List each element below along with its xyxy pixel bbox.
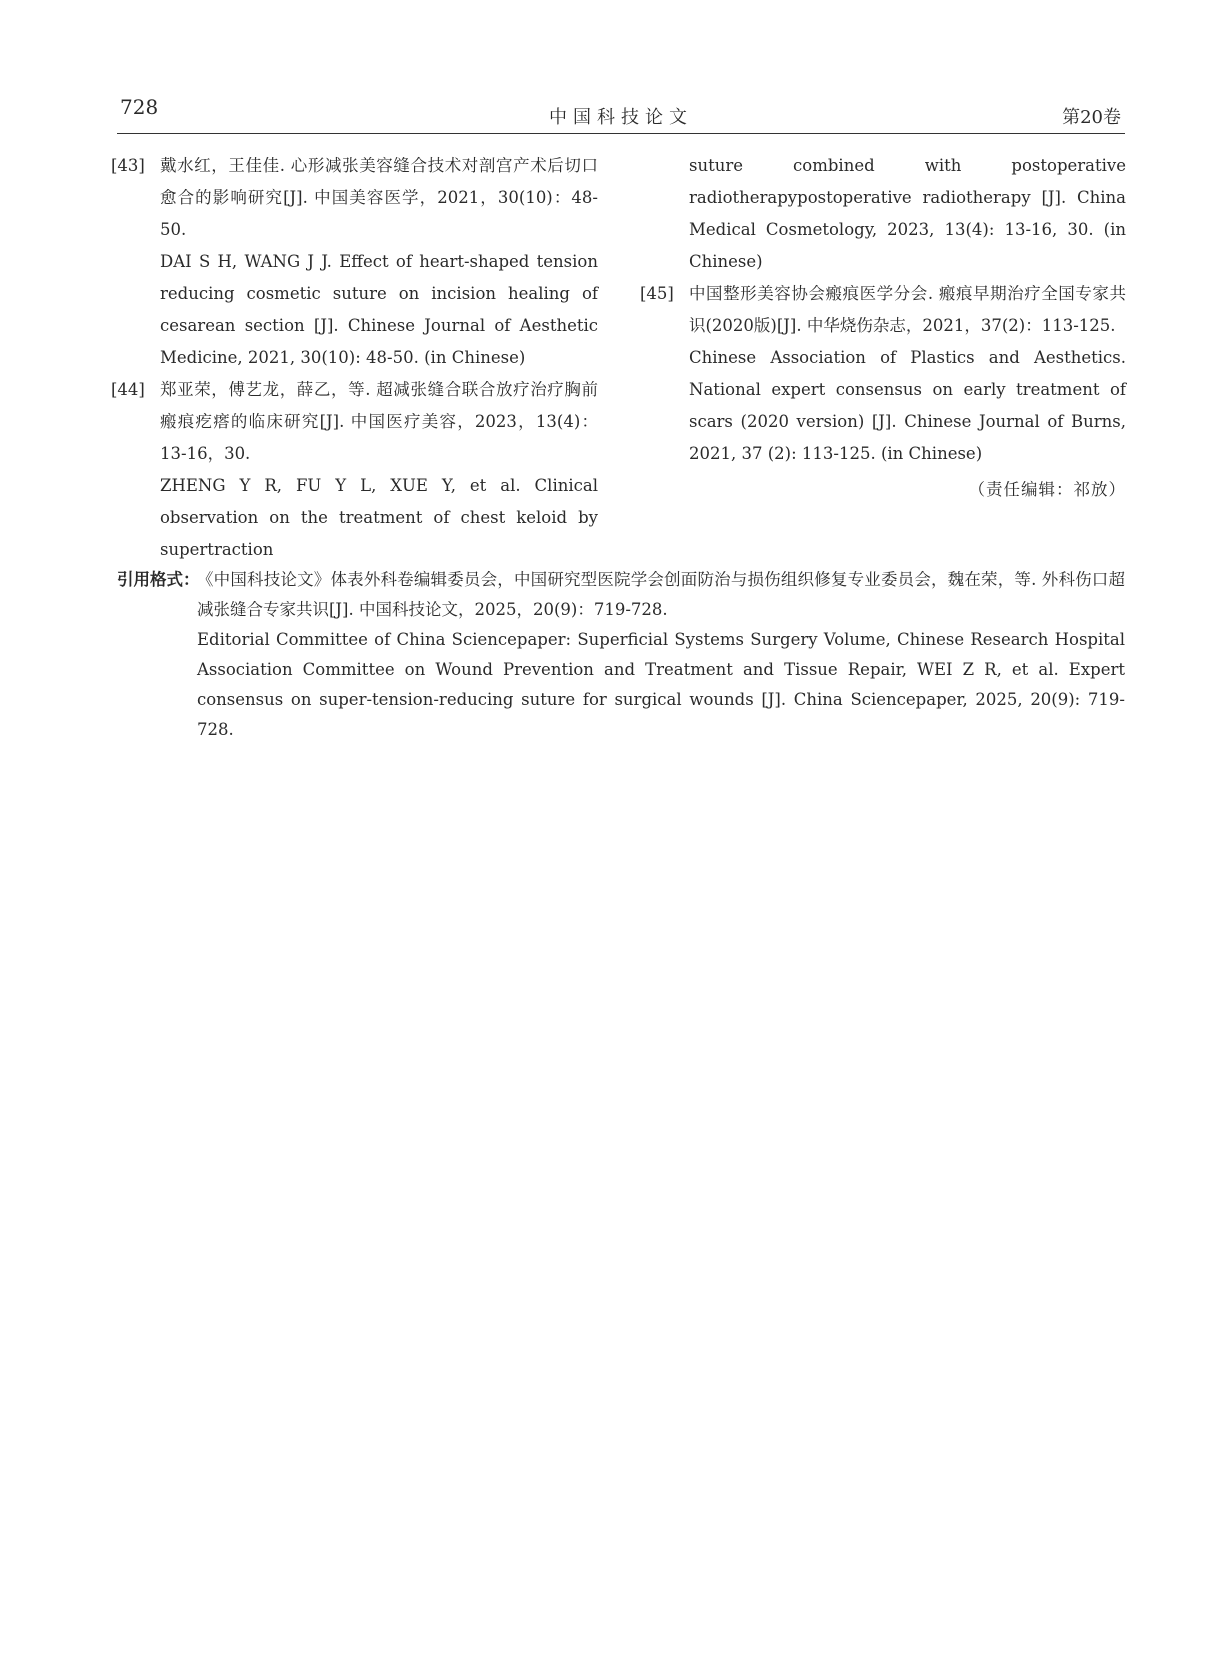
reference-43	[111, 150, 598, 374]
reference-zh: 郑亚荣，傅艺龙，薛乙，等. 超减张缝合联合放疗治疗胸前瘢痕疙瘩的临床研究[J]. 中国医疗美容，2023，13(4)：13-16，30.	[160, 380, 598, 463]
responsible-editor: （责任编辑：祁放）	[968, 480, 1126, 499]
right-column	[640, 150, 1126, 506]
page-header	[117, 95, 1125, 134]
reference-en: ZHENG Y R, FU Y L, XUE Y, et al. Clinical observation on the treatment of chest keloid by supertraction	[160, 476, 598, 559]
reference-en-continued: suture combined with postoperative radiotherapypostoperative radiotherapy [J]. China Medical Cosmetology, 2023, 13(4): 13-16, 30. (in Chinese)	[689, 156, 1126, 271]
reference-45	[640, 278, 1126, 470]
citation-format	[117, 565, 1125, 745]
reference-number: [45]	[640, 284, 674, 303]
reference-44	[111, 374, 598, 566]
citation-en: Editorial Committee of China Sciencepaper: Superficial Systems Surgery Volume, Chinese Research Hospital Association Committee on Wound Prevention and Treatment and Tissue Repair, WEI Z R, et al. Expert consensus on super-tension-reducing suture for surgical wounds [J]. China Sciencepaper, 2025, 20(9): 719-728.	[197, 630, 1125, 739]
reference-zh: 中国整形美容协会瘢痕医学分会. 瘢痕早期治疗全国专家共识(2020版)[J]. 中华烧伤杂志，2021，37(2)：113-125.	[689, 284, 1126, 335]
reference-44-continued	[640, 150, 1126, 278]
citation-zh: 《中国科技论文》体表外科卷编辑委员会，中国研究型医院学会创面防治与损伤组织修复专业委员会，魏在荣，等. 外科伤口超减张缝合专家共识[J]. 中国科技论文，2025，20(9)：719-728.	[197, 570, 1125, 619]
reference-number: [43]	[111, 156, 145, 175]
volume-label: 第20卷	[1062, 107, 1121, 128]
reference-zh: 戴水红，王佳佳. 心形减张美容缝合技术对剖宫产术后切口愈合的影响研究[J]. 中国美容医学，2021，30(10)：48-50.	[160, 156, 598, 239]
reference-en: DAI S H, WANG J J. Effect of heart-shaped tension reducing cosmetic suture on incision healing of cesarean section [J]. Chinese Journal of Aesthetic Medicine, 2021, 30(10): 48-50. (in Chinese)	[160, 252, 598, 367]
reference-en: Chinese Association of Plastics and Aesthetics. National expert consensus on early treatment of scars (2020 version) [J]. Chinese Journal of Burns, 2021, 37 (2): 113-125. (in Chinese)	[689, 348, 1126, 463]
page-number: 728	[120, 95, 159, 119]
citation-label: 引用格式：	[117, 570, 200, 589]
journal-name: 中国科技论文	[549, 107, 693, 128]
left-column	[111, 150, 598, 566]
reference-number: [44]	[111, 380, 145, 399]
